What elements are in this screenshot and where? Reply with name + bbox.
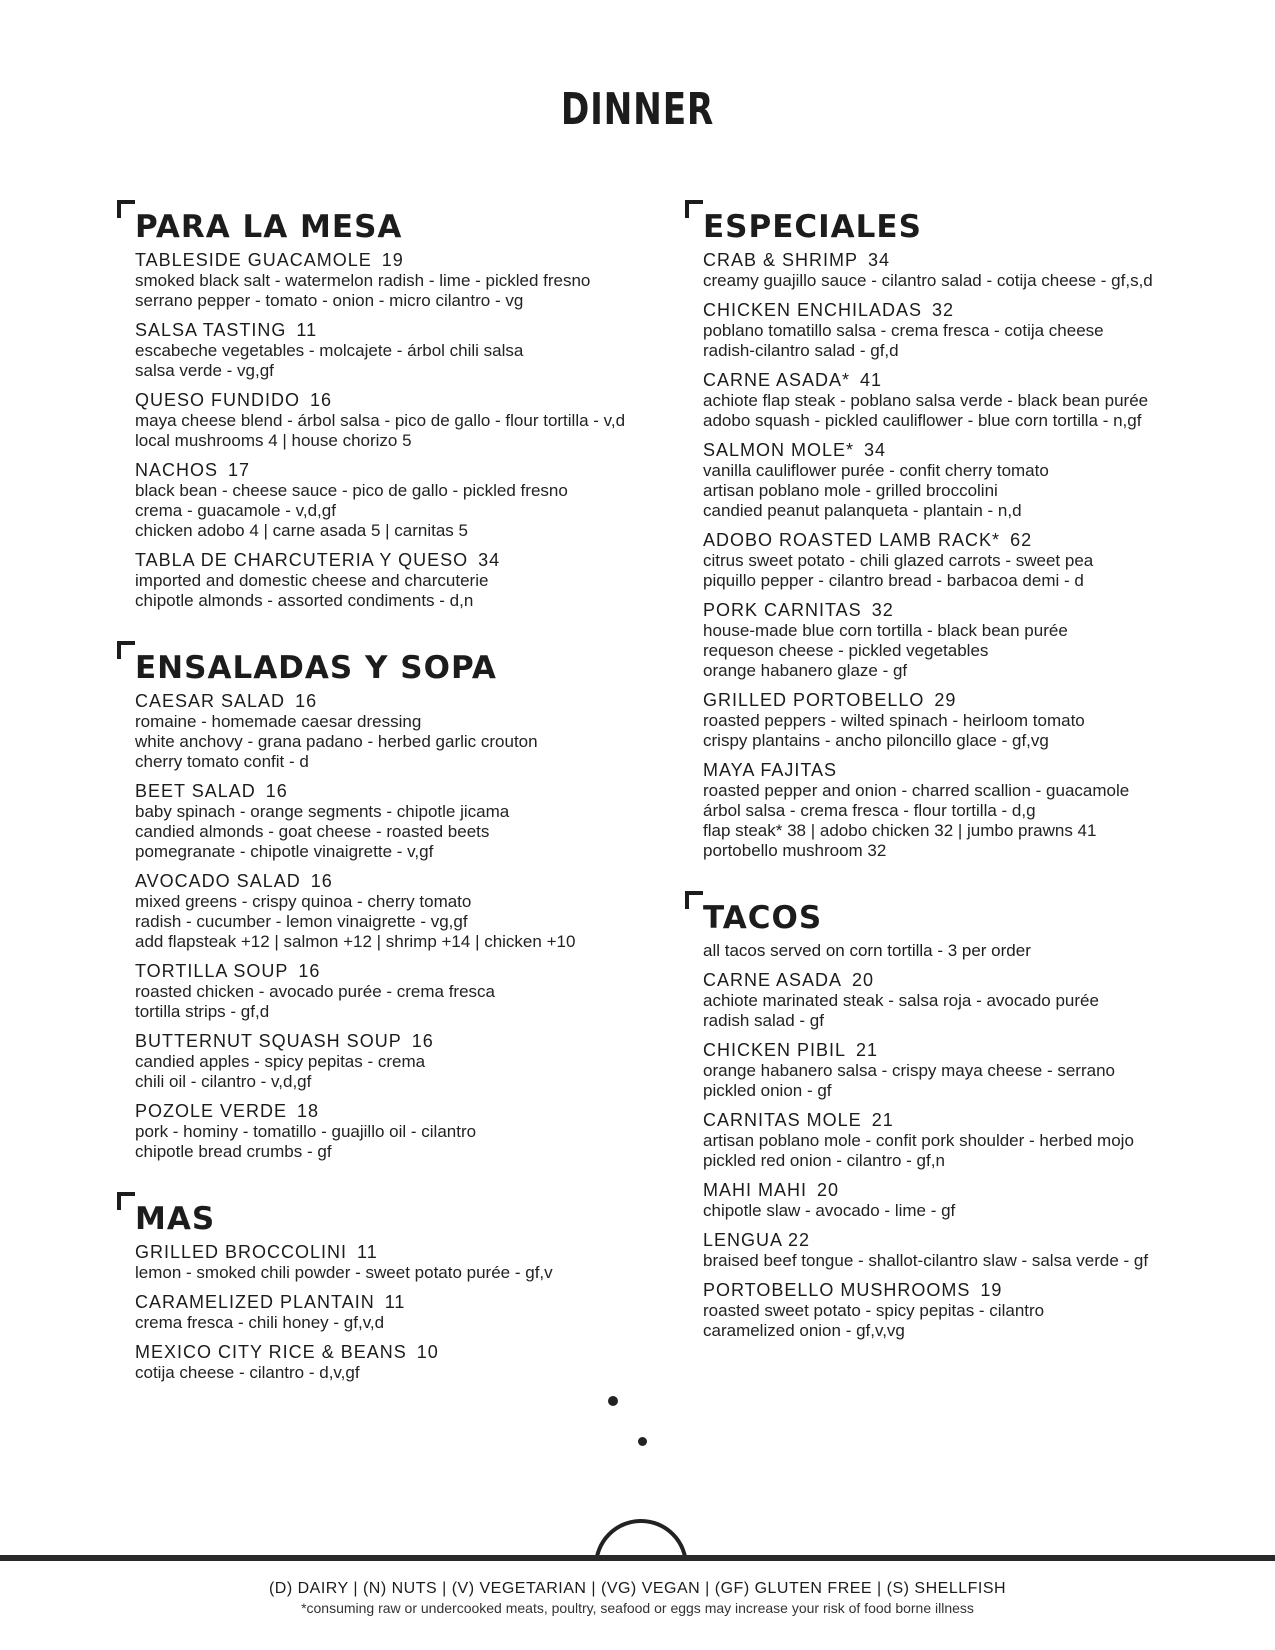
menu-item-description: chili oil - cilantro - v,d,gf — [135, 1072, 312, 1091]
menu-item-description: smoked black salt - watermelon radish - lime - pickled fresno — [135, 271, 591, 290]
menu-item — [703, 760, 1225, 861]
menu-item-description: crema fresca - chili honey - gf,v,d — [135, 1313, 385, 1332]
decorative-dot — [638, 1437, 647, 1446]
menu-item-header — [703, 1040, 1225, 1061]
menu-item-name: QUESO FUNDIDO — [135, 390, 301, 410]
menu-item-header — [703, 250, 1225, 271]
menu-item — [703, 1280, 1225, 1341]
menu-item-name: MEXICO CITY RICE & BEANS — [135, 1342, 407, 1362]
menu-item-header — [135, 1031, 657, 1052]
menu-item-description: romaine - homemade caesar dressing — [135, 712, 422, 731]
menu-item-header — [135, 871, 657, 892]
menu-item-price: 10 — [416, 1342, 439, 1362]
menu-item-header — [135, 691, 657, 712]
section-title: ENSALADAS Y SOPA — [135, 650, 497, 686]
menu-item-description: add flapsteak +12 | salmon +12 | shrimp +14 | chicken +10 — [135, 932, 576, 951]
menu-item-name: PORTOBELLO MUSHROOMS — [703, 1280, 971, 1300]
allergen-legend: (D) DAIRY | (N) NUTS | (V) VEGETARIAN | (VG) VEGAN | (GF) GLUTEN FREE | (S) SHELLFISH — [268, 1580, 1007, 1597]
menu-item-description: cotija cheese - cilantro - d,v,gf — [135, 1363, 360, 1382]
menu-item — [135, 320, 657, 381]
menu-item-description: orange habanero salsa - crispy maya cheese - serrano — [703, 1061, 1115, 1080]
menu-item-description: vanilla cauliflower purée - confit cherry tomato — [703, 461, 1049, 480]
disclaimer: *consuming raw or undercooked meats, poultry, seafood or eggs may increase your risk of food borne illness — [301, 1600, 974, 1616]
menu-item-price: 62 — [1010, 530, 1033, 550]
menu-item — [703, 440, 1225, 521]
menu-item-header — [135, 250, 657, 271]
menu-item-name: CARAMELIZED PLANTAIN — [135, 1292, 375, 1312]
menu-item-header — [135, 1101, 657, 1122]
menu-item-name: MAYA FAJITAS — [703, 760, 838, 780]
menu-item-name: CHICKEN PIBIL — [703, 1040, 847, 1060]
menu-item — [135, 1242, 657, 1283]
menu-item-description: achiote flap steak - poblano salsa verde - black bean purée — [703, 391, 1149, 410]
menu-item-description: roasted peppers - wilted spinach - heirloom tomato — [703, 711, 1085, 730]
menu-item-price: 11 — [357, 1242, 378, 1262]
menu-item-description: artisan poblano mole - confit pork shoulder - herbed mojo — [703, 1131, 1134, 1150]
menu-section — [117, 641, 657, 1162]
menu-item — [703, 530, 1225, 591]
menu-item-name: GRILLED BROCCOLINI — [135, 1242, 348, 1262]
menu-item-header — [703, 440, 1225, 461]
menu-item-name: CARNE ASADA — [703, 970, 843, 990]
menu-item-name: CHICKEN ENCHILADAS — [703, 300, 923, 320]
menu-item-price: 41 — [860, 370, 883, 390]
menu-item-description: pickled onion - gf — [703, 1081, 832, 1100]
menu-item-description: portobello mushroom 32 — [703, 841, 887, 860]
menu-item-header — [135, 781, 657, 802]
corner-bracket-icon — [117, 641, 135, 659]
menu-item-description: baby spinach - orange segments - chipotle jicama — [135, 802, 510, 821]
menu-item — [135, 250, 657, 311]
section-note: all tacos served on corn tortilla - 3 per order — [703, 941, 1031, 960]
menu-item-description: crispy plantains - ancho piloncillo glace - gf,vg — [703, 731, 1049, 750]
menu-item-description: requeson cheese - pickled vegetables — [703, 641, 989, 660]
menu-item — [135, 390, 657, 451]
menu-item — [703, 690, 1225, 751]
menu-item-name: MAHI MAHI — [703, 1180, 808, 1200]
menu-item-description: local mushrooms 4 | house chorizo 5 — [135, 431, 412, 450]
menu-item-name: CARNITAS MOLE — [703, 1110, 862, 1130]
menu-item-name: NACHOS — [135, 460, 219, 480]
menu-item-price: 16 — [411, 1031, 434, 1051]
menu-item — [703, 1230, 1225, 1271]
menu-item-description: chipotle bread crumbs - gf — [135, 1142, 332, 1161]
menu-section — [117, 200, 657, 611]
menu-item-header — [135, 390, 657, 411]
corner-bracket-icon — [117, 1192, 135, 1210]
menu-item-header — [135, 1292, 657, 1313]
menu-item-header — [703, 600, 1225, 621]
menu-item-price: 21 — [871, 1110, 894, 1130]
menu-item — [135, 1292, 657, 1333]
corner-bracket-icon — [685, 200, 703, 218]
menu-item-description: artisan poblano mole - grilled broccolini — [703, 481, 998, 500]
menu-item — [703, 250, 1225, 291]
menu-item-description: maya cheese blend - árbol salsa - pico de gallo - flour tortilla - v,d — [135, 411, 626, 430]
menu-item — [135, 871, 657, 952]
menu-item-header — [703, 300, 1225, 321]
menu-item — [703, 1180, 1225, 1221]
menu-item-description: árbol salsa - crema fresca - flour tortilla - d,g — [703, 801, 1036, 820]
menu-item-description: adobo squash - pickled cauliflower - blue corn tortilla - n,gf — [703, 411, 1142, 430]
menu-item-description: flap steak* 38 | adobo chicken 32 | jumbo prawns 41 — [703, 821, 1097, 840]
menu-item-price: 16 — [310, 871, 333, 891]
decorative-arc — [594, 1519, 688, 1613]
menu-section — [117, 1192, 657, 1383]
menu-item-description: radish-cilantro salad - gf,d — [703, 341, 899, 360]
right-column — [685, 200, 1225, 1371]
menu-item-price: 20 — [817, 1180, 840, 1200]
menu-item-price: 11 — [384, 1292, 406, 1312]
menu-item-name: CAESAR SALAD — [135, 691, 286, 711]
menu-section — [685, 891, 1225, 1341]
menu-item-name: SALSA TASTING — [135, 320, 287, 340]
menu-item-description: candied peanut palanqueta - plantain - n,d — [703, 501, 1022, 520]
menu-item — [703, 300, 1225, 361]
corner-bracket-icon — [117, 200, 135, 218]
menu-item-price: 16 — [310, 390, 333, 410]
menu-item-description: imported and domestic cheese and charcuterie — [135, 571, 489, 590]
menu-item-description: citrus sweet potato - chili glazed carrots - sweet pea — [703, 551, 1094, 570]
menu-item-name: BEET SALAD — [135, 781, 256, 801]
menu-item-name: LENGUA 22 — [703, 1230, 811, 1250]
menu-item-description: roasted pepper and onion - charred scallion - guacamole — [703, 781, 1130, 800]
menu-item-description: candied apples - spicy pepitas - crema — [135, 1052, 426, 1071]
menu-item — [703, 970, 1225, 1031]
menu-item-price: 16 — [265, 781, 288, 801]
menu-item-description: caramelized onion - gf,v,vg — [703, 1321, 905, 1340]
menu-item — [135, 691, 657, 772]
menu-item-description: black bean - cheese sauce - pico de gallo - pickled fresno — [135, 481, 568, 500]
menu-item-description: pickled red onion - cilantro - gf,n — [703, 1151, 945, 1170]
menu-item-header — [703, 970, 1225, 991]
menu-item-description: escabeche vegetables - molcajete - árbol chili salsa — [135, 341, 524, 360]
menu-item-description: crema - guacamole - v,d,gf — [135, 501, 336, 520]
menu-item-price: 18 — [297, 1101, 320, 1121]
menu-item-price: 32 — [871, 600, 894, 620]
menu-item-header — [703, 1280, 1225, 1301]
menu-item-price: 16 — [295, 691, 318, 711]
menu-item-name: POZOLE VERDE — [135, 1101, 288, 1121]
menu-item-price: 34 — [478, 550, 501, 570]
menu-item-price: 17 — [228, 460, 251, 480]
menu-item-header — [135, 961, 657, 982]
menu-item — [135, 1101, 657, 1162]
menu-item — [135, 1031, 657, 1092]
menu-item-price: 20 — [852, 970, 875, 990]
menu-item-description: creamy guajillo sauce - cilantro salad - cotija cheese - gf,s,d — [703, 271, 1153, 290]
menu-item-header — [135, 460, 657, 481]
menu-item-description: pomegranate - chipotle vinaigrette - v,gf — [135, 842, 434, 861]
menu-item-header — [703, 1230, 1225, 1251]
menu-item-description: chipotle slaw - avocado - lime - gf — [703, 1201, 956, 1220]
menu-item-name: SALMON MOLE* — [703, 440, 855, 460]
menu-item — [703, 1040, 1225, 1101]
menu-item — [135, 781, 657, 862]
footer-rule — [0, 1555, 1275, 1561]
menu-item-description: white anchovy - grana padano - herbed garlic crouton — [135, 732, 538, 751]
menu-item-price: 19 — [381, 250, 404, 270]
menu-item-description: candied almonds - goat cheese - roasted beets — [135, 822, 490, 841]
menu-item-name: TABLA DE CHARCUTERIA Y QUESO — [135, 550, 469, 570]
menu-item-name: GRILLED PORTOBELLO — [703, 690, 925, 710]
menu-item-description: orange habanero glaze - gf — [703, 661, 908, 680]
corner-bracket-icon — [685, 891, 703, 909]
menu-item-description: serrano pepper - tomato - onion - micro cilantro - vg — [135, 291, 524, 310]
menu-item-header — [135, 1242, 657, 1263]
menu-item-name: CRAB & SHRIMP — [703, 250, 859, 270]
menu-item-header — [135, 550, 657, 571]
menu-item-header — [703, 370, 1225, 391]
menu-item-header — [703, 1180, 1225, 1201]
section-title: TACOS — [703, 900, 823, 936]
menu-item — [135, 460, 657, 541]
menu-item-name: ADOBO ROASTED LAMB RACK* — [703, 530, 1001, 550]
section-title: MAS — [135, 1201, 216, 1237]
menu-item — [703, 1110, 1225, 1171]
menu-item-name: AVOCADO SALAD — [135, 871, 301, 891]
menu-item-price: 16 — [298, 961, 321, 981]
decorative-dot — [608, 1396, 618, 1406]
menu-item-price: 19 — [980, 1280, 1003, 1300]
menu-item-description: braised beef tongue - shallot-cilantro slaw - salsa verde - gf — [703, 1251, 1149, 1270]
menu-section — [685, 200, 1225, 861]
menu-item-name: CARNE ASADA* — [703, 370, 851, 390]
menu-item-price: 21 — [856, 1040, 879, 1060]
menu-item — [703, 370, 1225, 431]
left-column — [117, 200, 657, 1413]
menu-item-description: radish - cucumber - lemon vinaigrette - vg,gf — [135, 912, 468, 931]
menu-item-description: chipotle almonds - assorted condiments - d,n — [135, 591, 474, 610]
menu-item-header — [135, 320, 657, 341]
menu-item-description: roasted sweet potato - spicy pepitas - cilantro — [703, 1301, 1045, 1320]
menu-item — [703, 600, 1225, 681]
menu-item-name: TABLESIDE GUACAMOLE — [135, 250, 372, 270]
menu-item-header — [703, 760, 1225, 781]
menu-item — [135, 961, 657, 1022]
menu-item — [135, 1342, 657, 1383]
menu-item-description: piquillo pepper - cilantro bread - barbacoa demi - d — [703, 571, 1084, 590]
menu-item-price: 34 — [868, 250, 891, 270]
menu-item-description: pork - hominy - tomatillo - guajillo oil - cilantro — [135, 1122, 477, 1141]
menu-item-price: 29 — [934, 690, 957, 710]
menu-item-description: radish salad - gf — [703, 1011, 824, 1030]
menu-item-description: roasted chicken - avocado purée - crema fresca — [135, 982, 496, 1001]
menu-item-description: lemon - smoked chili powder - sweet potato purée - gf,v — [135, 1263, 553, 1282]
menu-item-header — [703, 530, 1225, 551]
menu-item-name: BUTTERNUT SQUASH SOUP — [135, 1031, 402, 1051]
menu-item-name: PORK CARNITAS — [703, 600, 862, 620]
menu-item-description: poblano tomatillo salsa - crema fresca - cotija cheese — [703, 321, 1104, 340]
menu-item-description: salsa verde - vg,gf — [135, 361, 274, 380]
section-title: ESPECIALES — [703, 209, 922, 245]
menu-item-price: 11 — [296, 320, 318, 340]
menu-item-description: chicken adobo 4 | carne asada 5 | carnitas 5 — [135, 521, 468, 540]
page-title: DINNER — [560, 84, 715, 135]
menu-item-description: house-made blue corn tortilla - black bean purée — [703, 621, 1068, 640]
menu-item-price: 32 — [932, 300, 955, 320]
menu-item-header — [135, 1342, 657, 1363]
menu-item-header — [703, 1110, 1225, 1131]
menu-item-description: achiote marinated steak - salsa roja - avocado purée — [703, 991, 1099, 1010]
menu-item-description: cherry tomato confit - d — [135, 752, 309, 771]
menu-item-description: mixed greens - crispy quinoa - cherry tomato — [135, 892, 472, 911]
menu-item-name: TORTILLA SOUP — [135, 961, 289, 981]
menu-item-price: 34 — [864, 440, 887, 460]
menu-item — [135, 550, 657, 611]
menu-item-description: tortilla strips - gf,d — [135, 1002, 270, 1021]
section-title: PARA LA MESA — [135, 209, 403, 245]
menu-item-header — [703, 690, 1225, 711]
